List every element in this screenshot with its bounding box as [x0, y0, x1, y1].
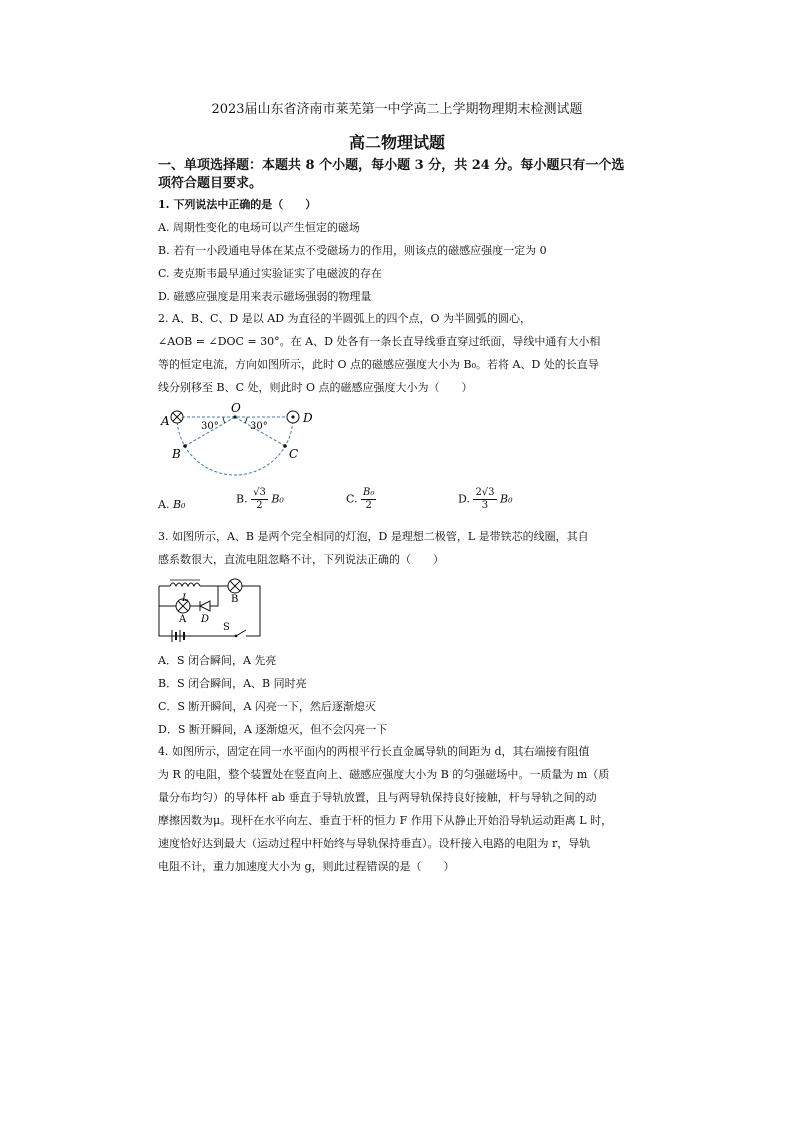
- q2-option-d-prefix: D.: [458, 492, 470, 506]
- inductor-coil: [170, 583, 200, 586]
- q4-stem-line3: 量分布均匀）的导体杆 ab 垂直于导轨放置，且与两导轨保持良好接触，杆与导轨之间的动: [158, 791, 597, 804]
- point-b: [183, 444, 187, 448]
- wire-right: [242, 586, 260, 636]
- q2-option-d: [458, 487, 513, 512]
- q3-circuit-figure: [156, 574, 264, 642]
- label-a: A: [161, 414, 170, 428]
- q2-option-d-numerator: 2√3: [475, 487, 495, 498]
- q4-stem-line2: 为 R 的电阻，整个装置处在竖直向上、磁感应强度大小为 B 的匀强磁场中。一质量为 m（质: [158, 768, 610, 781]
- label-c: C: [289, 447, 299, 461]
- q2-stem-line3: 等的恒定电流，方向如图所示，此时 O 点的磁感应强度大小为 B₀。若将 A、D 处的长直导: [158, 358, 599, 371]
- q2-option-a-value: B₀: [172, 498, 186, 511]
- angle-label-right: 30°: [250, 421, 268, 432]
- section-heading-line1: 一、单项选择题：本题共 8 个小题，每小题 3 分，共 24 分。每小题只有一个选: [158, 158, 625, 173]
- q3-stem-line1: 3. 如图所示，A、B 是两个完全相同的灯泡，D 是理想二极管，L 是带铁芯的线圈，其自: [158, 530, 589, 543]
- q2-option-b: [236, 487, 284, 512]
- point-o: [233, 415, 236, 418]
- q2-stem-line2: ∠AOB = ∠DOC = 30°。在 A、D 处各有一条长直导线垂直穿过纸面，导线中通有大小相: [158, 335, 601, 348]
- q2-option-c-numerator: B₀: [363, 487, 375, 498]
- current-out-of-page-icon: [287, 411, 299, 423]
- label-lamp-a: A: [179, 614, 187, 625]
- wire-diode-to-junction: [210, 586, 218, 606]
- q2-option-c-prefix: C.: [346, 492, 358, 506]
- q2-option-a: [158, 498, 185, 512]
- q2-option-b-prefix: B.: [236, 492, 248, 506]
- angle-arc-left: [223, 417, 225, 423]
- point-c: [283, 444, 287, 448]
- label-lamp-b: B: [231, 594, 239, 605]
- current-into-page-icon: [171, 411, 183, 423]
- label-switch: S: [223, 622, 230, 633]
- q3-option-b: B．S 闭合瞬间，A、B 同时亮: [158, 677, 307, 690]
- q2-option-b-numerator: √3: [253, 487, 266, 498]
- section-heading-line2: 项符合题目要求。: [158, 176, 263, 191]
- q2-option-d-denominator: 3: [481, 500, 489, 511]
- q2-semicircle-figure: [158, 400, 318, 478]
- angle-label-left: 30°: [201, 421, 219, 432]
- diode-icon: [200, 601, 210, 611]
- q1-option-c: C. 麦克斯韦最早通过实验证实了电磁波的存在: [158, 267, 383, 280]
- q2-stem-line1: 2. A、B、C、D 是以 AD 为直径的半圆弧上的四个点，O 为半圆弧的圆心，: [158, 312, 532, 325]
- q1-option-a: A. 周期性变化的电场可以产生恒定的磁场: [158, 221, 360, 234]
- q2-option-b-suffix: B₀: [271, 492, 284, 506]
- lamp-b-icon: [228, 579, 242, 593]
- q3-option-c: C．S 断开瞬间，A 闪亮一下，然后逐渐熄灭: [158, 700, 376, 713]
- document-title: 高二物理试题: [348, 133, 445, 152]
- q4-stem-line6: 电阻不计，重力加速度大小为 g，则此过程错误的是（ ）: [158, 860, 455, 873]
- q2-stem-line4: 线分别移至 B、C 处，则此时 O 点的磁感应强度大小为（ ）: [158, 381, 473, 394]
- q2-option-b-fraction: [251, 487, 268, 512]
- q2-option-d-suffix: B₀: [500, 492, 513, 506]
- q4-stem-line5: 速度恰好达到最大（运动过程中杆始终与导轨保持垂直）。设杆接入电路的电阻为 r，导轨: [158, 837, 591, 850]
- q1-option-b: B. 若有一小段通电导体在某点不受磁场力的作用，则该点的磁感应强度一定为 0: [158, 244, 547, 257]
- document-header: 2023届山东省济南市莱芜第一中学高二上学期物理期末检测试题: [211, 102, 583, 117]
- q2-option-a-prefix: A.: [158, 498, 170, 511]
- label-b: B: [172, 447, 181, 461]
- q2-option-c-denominator: 2: [365, 500, 372, 511]
- label-diode: D: [201, 614, 210, 625]
- label-d: D: [303, 411, 313, 425]
- q1-stem: 1. 下列说法中正确的是（ ）: [158, 198, 317, 211]
- q4-stem-line4: 摩擦因数为μ。现杆在水平向左、垂直于杆的恒力 F 作用下从静止开始沿导轨运动距离 L 时，: [158, 814, 613, 827]
- semicircle-arc: [177, 417, 293, 475]
- q1-option-d: D. 磁感应强度是用来表示磁场强弱的物理量: [158, 290, 372, 303]
- angle-arc-right: [245, 417, 247, 423]
- q2-option-c: [346, 487, 376, 512]
- q4-stem-line1: 4. 如图所示，固定在同一水平面内的两根平行长直金属导轨的间距为 d，其右端接有阻值: [158, 745, 590, 758]
- q3-stem-line2: 感系数很大，直流电阻忽略不计，下列说法正确的（ ）: [158, 553, 444, 566]
- q3-option-d: D．S 断开瞬间，A 逐渐熄灭，但不会闪亮一下: [158, 723, 388, 736]
- label-o: O: [231, 401, 241, 415]
- q2-option-c-fraction: [361, 487, 376, 512]
- switch-s-icon: [235, 630, 246, 637]
- q2-option-b-denominator: 2: [256, 500, 263, 511]
- q3-option-a: A．S 闭合瞬间，A 先亮: [158, 654, 277, 667]
- label-l: L: [182, 593, 189, 604]
- q2-option-d-fraction: [473, 487, 496, 512]
